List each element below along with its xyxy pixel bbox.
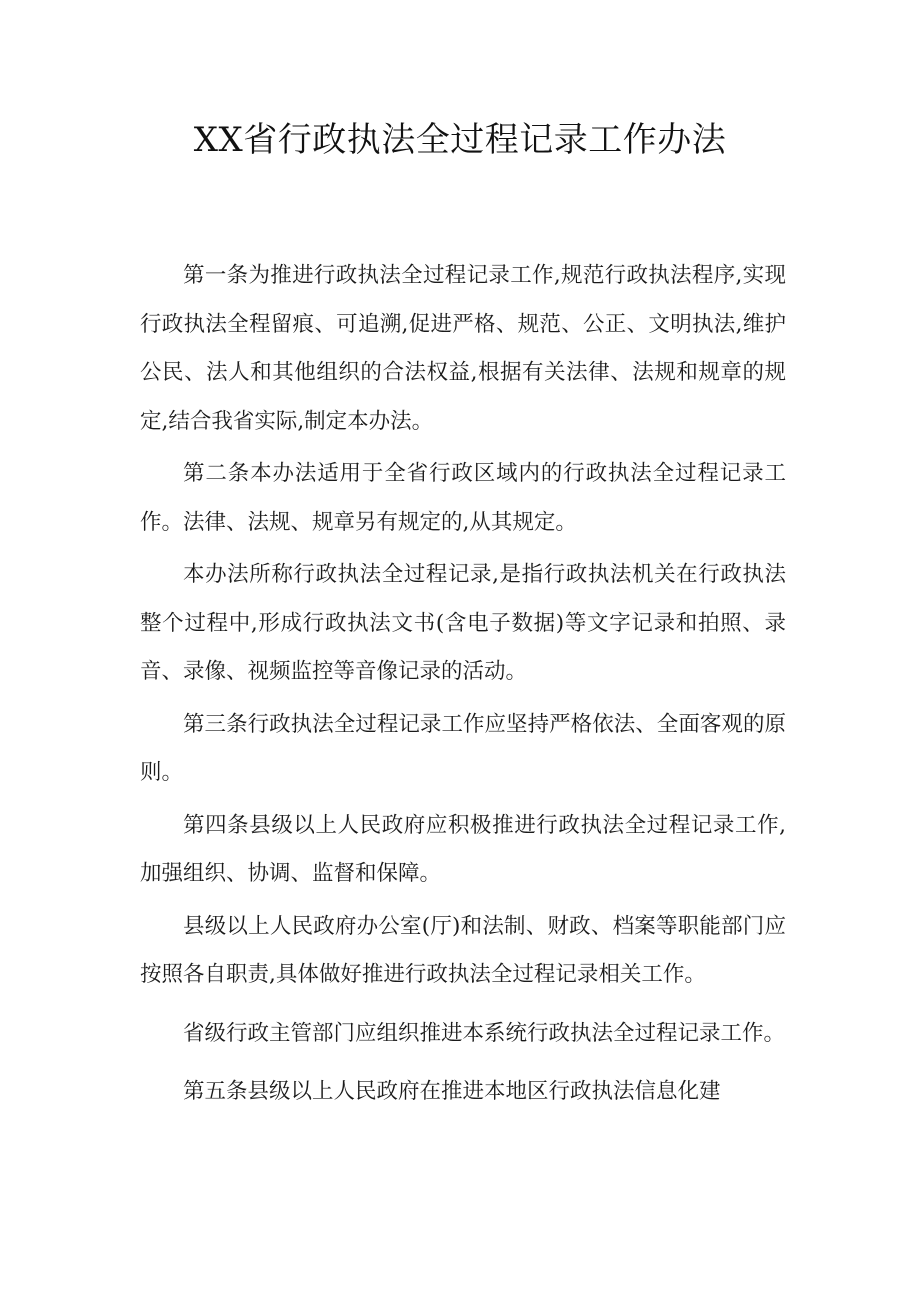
document-title: XX省行政执法全过程记录工作办法 xyxy=(193,120,727,160)
paragraph-article-4: 第四条县级以上人民政府应积极推进行政执法全过程记录工作,加强组织、协调、监督和保障。 xyxy=(140,812,786,886)
paragraph-article-5: 第五条县级以上人民政府在推进本地区行政执法信息化建 xyxy=(183,1079,721,1104)
paragraph-provincial: 省级行政主管部门应组织推进本系统行政执法全过程记录工作。 xyxy=(183,1020,786,1046)
paragraph-article-2: 第二条本办法适用于全省行政区域内的行政执法全过程记录工作。法律、法规、规章另有规定的,从其规定。 xyxy=(140,461,786,535)
paragraph-definition: 本办法所称行政执法全过程记录,是指行政执法机关在行政执法整个过程中,形成行政执法文书(含电子数据)等文字记录和拍照、录音、录像、视频监控等音像记录的活动。 xyxy=(140,562,786,684)
paragraph-article-3: 第三条行政执法全过程记录工作应坚持严格依法、全面客观的原则。 xyxy=(140,711,786,785)
document-body xyxy=(140,252,786,1117)
paragraph-departments: 县级以上人民政府办公室(厅)和法制、财政、档案等职能部门应按照各自职责,具体做好推进行政执法全过程记录相关工作。 xyxy=(140,913,786,987)
paragraph-article-1: 第一条为推进行政执法全过程记录工作,规范行政执法程序,实现行政执法全程留痕、可追溯,促进严格、规范、公正、文明执法,维护公民、法人和其他组织的合法权益,根据有关法律、法规和规章的规定,结合我省实际,制定本办法。 xyxy=(140,263,786,434)
